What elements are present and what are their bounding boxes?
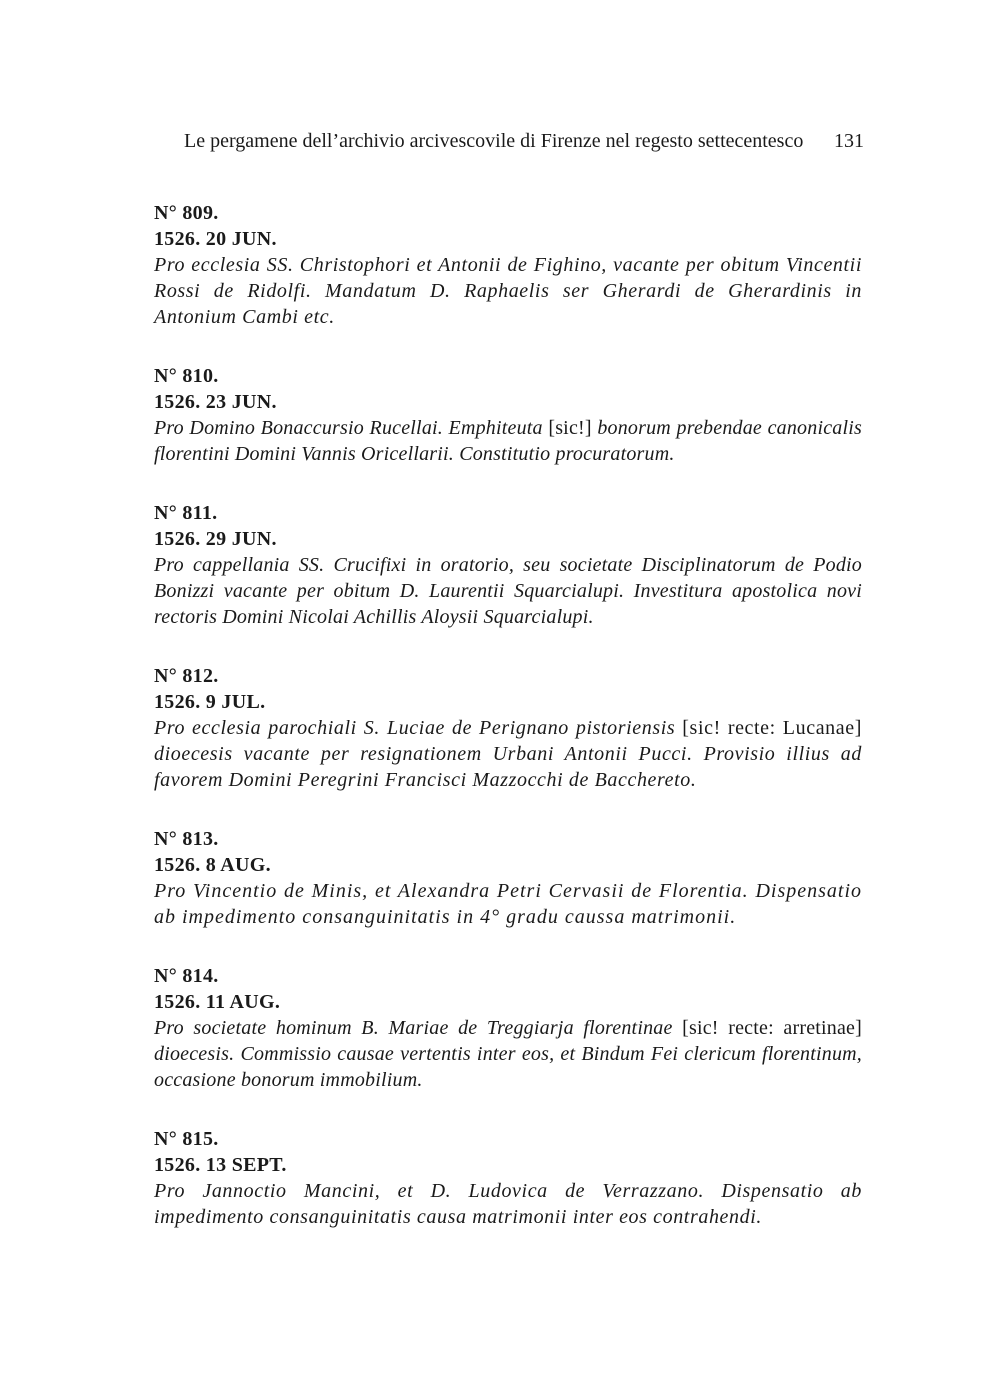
editorial-note: [sic! recte: Lucanae] bbox=[682, 717, 862, 739]
entry bbox=[154, 500, 862, 630]
entry-text bbox=[154, 1015, 862, 1093]
entry-text-segment: dioecesis vacante per resignationem Urbani Antonii Pucci. Provisio illius ad favorem Domini Peregrini Francisci Mazzocchi de Bacchereto. bbox=[154, 743, 862, 791]
entry bbox=[154, 963, 862, 1093]
entry-text-segment: Pro Vincentio de Minis, et Alexandra Petri Cervasii de Florentia. Dispensatio ab impedimento consanguinitatis in 4° gradu caussa matrimonii. bbox=[154, 880, 862, 928]
entry-text bbox=[154, 552, 862, 630]
entry-text bbox=[154, 1178, 862, 1230]
entry-text bbox=[154, 878, 862, 930]
entry-date: 1526. 13 SEPT. bbox=[154, 1154, 287, 1176]
entry-text-segment: dioecesis. Commissio causae vertentis inter eos, et Bindum Fei clericum florentinum, occasione bonorum immobilium. bbox=[154, 1043, 862, 1091]
entry-text-segment: Pro Domino Bonaccursio Rucellai. Emphiteuta bbox=[154, 417, 549, 439]
entry-number: N° 814. bbox=[154, 965, 219, 987]
entry-number: N° 815. bbox=[154, 1128, 219, 1150]
running-title: Le pergamene dell’archivio arcivescovile di Firenze nel regesto settecentesco bbox=[184, 130, 804, 152]
entry-date: 1526. 11 AUG. bbox=[154, 991, 281, 1013]
entry-date: 1526. 23 JUN. bbox=[154, 391, 277, 413]
entry-text bbox=[154, 252, 862, 330]
entry-number: N° 812. bbox=[154, 665, 219, 687]
entry-text-segment: Pro cappellania SS. Crucifixi in oratorio, seu societate Disciplinatorum de Podio Bonizzi vacante per obitum D. Laurentii Squarcialupi. Investitura apostolica novi rectoris Domini Nicolai Achillis Aloysii Squarcialupi. bbox=[154, 554, 862, 628]
entry bbox=[154, 663, 862, 793]
entries-list bbox=[154, 200, 862, 1263]
entry-text-segment: Pro ecclesia parochiali S. Luciae de Perignano pistoriensis bbox=[154, 717, 683, 739]
entry-text bbox=[154, 715, 862, 793]
editorial-note: [sic!] bbox=[548, 417, 592, 439]
entry bbox=[154, 1126, 862, 1230]
entry-number: N° 813. bbox=[154, 828, 219, 850]
entry bbox=[154, 200, 862, 330]
entry-date: 1526. 9 JUL. bbox=[154, 691, 266, 713]
entry-text bbox=[154, 415, 862, 467]
entry-text-segment: Pro ecclesia SS. Christophori et Antonii de Fighino, vacante per obitum Vincentii Rossi de Ridolfi. Mandatum D. Raphaelis ser Gherardi de Gherardinis in Antonium Cambi etc. bbox=[154, 254, 862, 328]
entry-text-segment: Pro Jannoctio Mancini, et D. Ludovica de Verrazzano. Dispensatio ab impedimento consanguinitatis causa matrimonii inter eos contrahendi. bbox=[154, 1180, 862, 1228]
running-header bbox=[184, 128, 864, 154]
entry-number: N° 809. bbox=[154, 202, 219, 224]
entry-number: N° 810. bbox=[154, 365, 219, 387]
entry bbox=[154, 363, 862, 467]
entry bbox=[154, 826, 862, 930]
editorial-note: [sic! recte: arretinae] bbox=[682, 1017, 862, 1039]
entry-date: 1526. 8 AUG. bbox=[154, 854, 271, 876]
entry-number: N° 811. bbox=[154, 502, 218, 524]
page-number: 131 bbox=[834, 130, 864, 152]
entry-text-segment: Pro societate hominum B. Mariae de Treggiarja florentinae bbox=[154, 1017, 683, 1039]
entry-date: 1526. 29 JUN. bbox=[154, 528, 277, 550]
entry-date: 1526. 20 JUN. bbox=[154, 228, 277, 250]
entry-text-segment: bonorum prebendae canonicalis florentini Domini Vannis Oricellarii. Constitutio procuratorum. bbox=[154, 417, 862, 465]
